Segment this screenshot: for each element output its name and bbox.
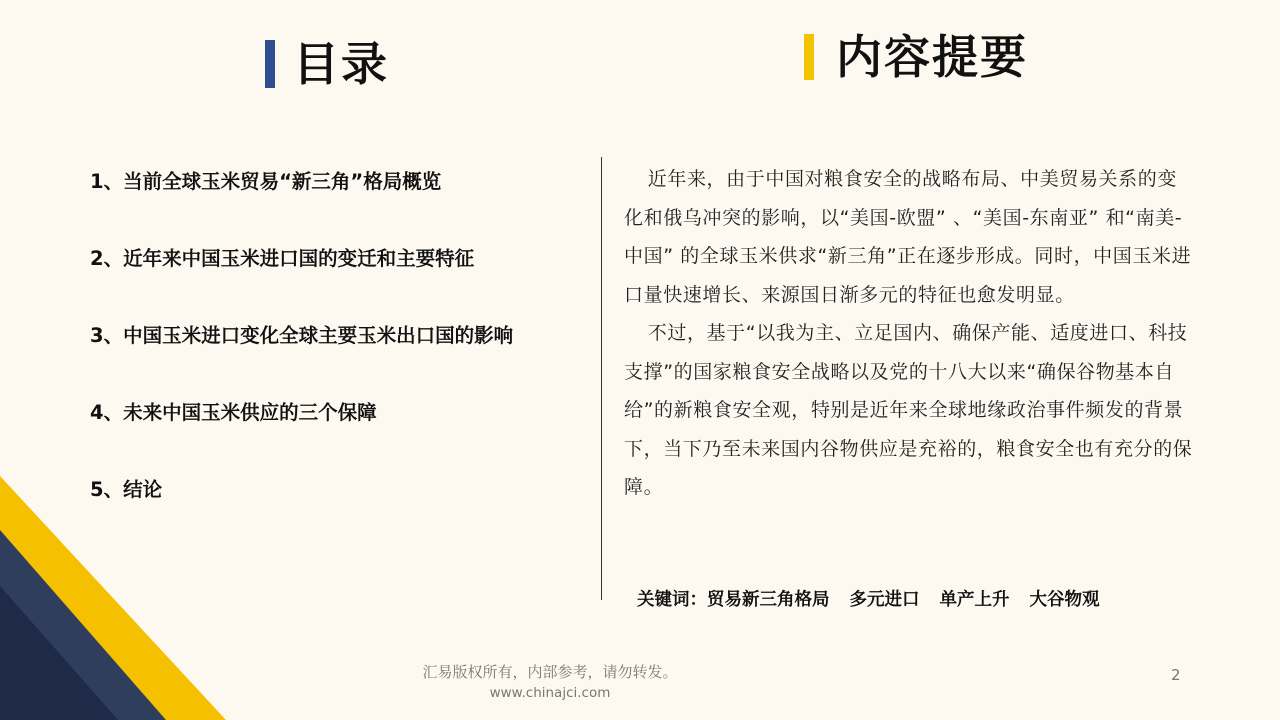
summary-body — [624, 160, 1196, 507]
footer — [380, 661, 720, 703]
keyword: 贸易新三角格局 — [707, 590, 830, 610]
summary-heading — [804, 30, 1028, 84]
toc-title: 目录 — [293, 37, 389, 91]
summary-accent-bar — [804, 34, 814, 80]
toc-accent-bar — [265, 40, 275, 88]
footer-url[interactable]: www.chinajci.com — [489, 685, 611, 701]
keywords-label: 关键词： — [637, 590, 707, 610]
toc-item[interactable]: 3、中国玉米进口变化全球主要玉米出口国的影响 — [90, 324, 514, 347]
vertical-divider — [601, 157, 602, 600]
toc-item[interactable]: 5、结论 — [90, 478, 163, 501]
keywords-line — [637, 586, 1120, 611]
footer-copyright: 汇易版权所有，内部参考，请勿转发。 — [422, 663, 678, 681]
summary-title: 内容提要 — [836, 30, 1028, 84]
toc-item[interactable]: 2、近年来中国玉米进口国的变迁和主要特征 — [90, 247, 475, 270]
toc-item[interactable]: 1、当前全球玉米贸易“新三角”格局概览 — [90, 170, 442, 193]
summary-paragraph: 不过，基于“以我为主、立足国内、确保产能、适度进口、科技支撑”的国家粮食安全战略以及党的十八大以来“确保谷物基本自给”的新粮食安全观，特别是近年来全球地缘政治事件频发的背景下，当下乃至未来国内谷物供应是充裕的，粮食安全也有充分的保障。 — [624, 322, 1193, 498]
toc-item[interactable]: 4、未来中国玉米供应的三个保障 — [90, 401, 377, 424]
toc-heading — [265, 37, 389, 91]
keyword: 单产上升 — [939, 590, 1010, 610]
keyword: 多元进口 — [849, 590, 920, 610]
keyword: 大谷物观 — [1029, 590, 1100, 610]
toc-list — [90, 166, 513, 551]
summary-paragraph: 近年来，由于中国对粮食安全的战略布局、中美贸易关系的变化和俄乌冲突的影响，以“美国-欧盟” 、“美国-东南亚” 和“南美-中国” 的全球玉米供求“新三角”正在逐步形成。同时，中国玉米进口量快速增长、来源国日渐多元的特征也愈发明显。 — [624, 168, 1192, 306]
page-number: 2 — [1171, 666, 1181, 684]
